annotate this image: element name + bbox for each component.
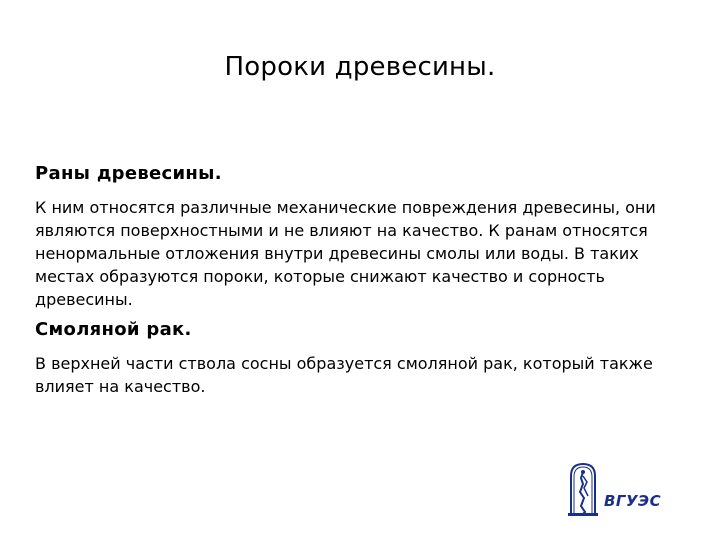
slide-content: [35, 163, 685, 406]
logo-text: ВГУЭС: [604, 492, 662, 510]
section-text: К ним относятся различные механические повреждения древесины, они являются поверхностными и не влияют на качество. К ранам относятся ненормальные отложения внутри древесины смолы или воды. В таких местах образуются пороки, которые снижают качество и сорность древесины.: [35, 198, 656, 309]
section-resin-canker: [35, 319, 685, 398]
section-heading: Смоляной рак.: [35, 319, 192, 340]
university-emblem-icon: [568, 462, 598, 516]
slide-title: Пороки древесины.: [224, 52, 496, 82]
section-heading: Раны древесины.: [35, 163, 222, 184]
section-wounds: [35, 163, 685, 311]
section-text: В верхней части ствола сосны образуется смоляной рак, который также влияет на качество.: [35, 354, 653, 396]
university-logo: [568, 462, 678, 516]
